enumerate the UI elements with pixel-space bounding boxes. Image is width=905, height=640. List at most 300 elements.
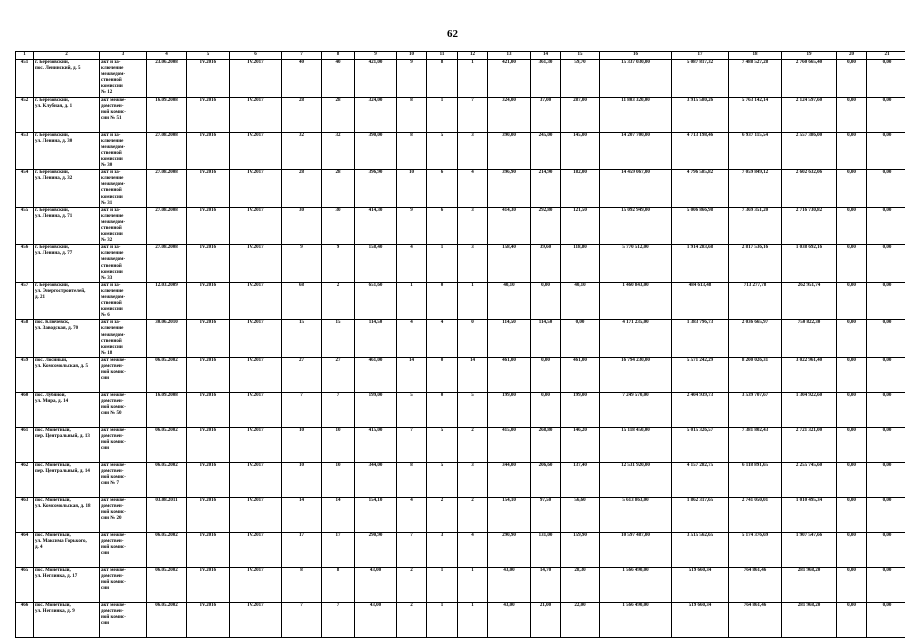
quarter-end-cell: IV.2017 xyxy=(230,320,282,358)
rooms-owned-cell: 5 xyxy=(427,462,458,497)
date-cell: 06.05.2002 xyxy=(147,462,187,497)
area-owned-cell: 37,00 xyxy=(531,97,561,132)
area-total-cell: 414,30 xyxy=(355,207,397,245)
row-number: 464 xyxy=(16,532,34,567)
area-relocated-cell: 114,50 xyxy=(488,320,531,358)
date-cell: 03.08.2011 xyxy=(147,497,187,532)
region-budget-cell: 8 200 026,31 xyxy=(729,357,782,392)
rooms-owned-cell: 1 xyxy=(427,245,458,283)
fund-cell: 4 157 282,75 xyxy=(672,462,729,497)
rooms-cell: 2 xyxy=(397,602,427,637)
area-relocated-cell: 415,00 xyxy=(488,427,531,462)
area-owned-cell: 361,30 xyxy=(531,60,561,98)
relocated-cell: 14 xyxy=(322,497,355,532)
rooms-municipal-cell: 0 xyxy=(458,320,488,358)
address-cell: г. Березовский, ул. Ленина, д. 32 xyxy=(34,170,100,208)
column-number: 7 xyxy=(282,52,322,60)
local-budget-cell: 1 304 922,60 xyxy=(782,392,837,427)
date-cell: 27.08.2008 xyxy=(147,207,187,245)
region-budget-cell: 2 817 536,16 xyxy=(729,245,782,283)
cost-total-cell: 5 770 512,00 xyxy=(600,245,672,283)
rooms-cell: 4 xyxy=(397,497,427,532)
document-cell: акт и за- ключение межведом- ственной комиссии № 30 xyxy=(100,132,147,170)
local-budget-cell: 281 968,20 xyxy=(782,567,837,602)
rooms-municipal-cell: 3 xyxy=(458,132,488,170)
residents-cell: 28 xyxy=(282,170,322,208)
rooms-owned-cell: 1 xyxy=(427,97,458,132)
table-row xyxy=(16,602,905,637)
rooms-cell: 1 xyxy=(397,282,427,320)
date-cell: 27.08.2008 xyxy=(147,170,187,208)
table-row xyxy=(16,497,905,532)
area-owned-cell: 245,00 xyxy=(531,132,561,170)
fund-cell: 3 915 580,26 xyxy=(672,97,729,132)
column-number: 1 xyxy=(16,52,34,60)
rooms-municipal-cell: 1 xyxy=(458,567,488,602)
rooms-municipal-cell: 14 xyxy=(458,357,488,392)
rooms-owned-cell: 0 xyxy=(427,282,458,320)
area-total-cell: 461,00 xyxy=(355,357,397,392)
extra-cell: 0,00 xyxy=(867,245,905,283)
row-number: 460 xyxy=(16,392,34,427)
date-cell: 06.05.2002 xyxy=(147,532,187,567)
relocated-cell: 17 xyxy=(322,532,355,567)
quarter-start-cell: IV.2016 xyxy=(187,602,230,637)
residents-cell: 30 xyxy=(282,207,322,245)
column-number: 14 xyxy=(531,52,561,60)
area-relocated-cell: 396,90 xyxy=(488,170,531,208)
rooms-owned-cell: 1 xyxy=(427,602,458,637)
quarter-end-cell: IV.2017 xyxy=(230,392,282,427)
cost-total-cell: 1 460 843,00 xyxy=(600,282,672,320)
rooms-cell: 4 xyxy=(397,320,427,358)
area-owned-cell: 21,00 xyxy=(531,602,561,637)
area-total-cell: 290,90 xyxy=(355,532,397,567)
other-cell: 0,00 xyxy=(837,427,867,462)
cost-total-cell: 1 566 490,00 xyxy=(600,602,672,637)
residents-cell: 14 xyxy=(282,497,322,532)
address-cell: пос. Лубяной, ул. Мира, д. 14 xyxy=(34,392,100,427)
date-cell: 30.06.2010 xyxy=(147,320,187,358)
rooms-municipal-cell: 1 xyxy=(458,60,488,98)
other-cell: 0,00 xyxy=(837,170,867,208)
date-cell: 16.09.2008 xyxy=(147,392,187,427)
document-cell: акт межве- домствен- ной комис- сии xyxy=(100,532,147,567)
column-number: 17 xyxy=(672,52,729,60)
extra-cell: 0,00 xyxy=(867,60,905,98)
extra-cell: 0,00 xyxy=(867,282,905,320)
quarter-end-cell: IV.2017 xyxy=(230,207,282,245)
relocated-cell: 9 xyxy=(322,245,355,283)
rooms-municipal-cell: 4 xyxy=(458,532,488,567)
relocated-cell: 7 xyxy=(322,602,355,637)
quarter-start-cell: IV.2016 xyxy=(187,207,230,245)
rooms-cell: 8 xyxy=(397,132,427,170)
document-cell: акт межве- домствен- ной комис- сии № 50 xyxy=(100,392,147,427)
rooms-cell: 7 xyxy=(397,427,427,462)
extra-cell: 0,00 xyxy=(867,170,905,208)
extra-cell: 0,00 xyxy=(867,132,905,170)
area-relocated-cell: 43,00 xyxy=(488,567,531,602)
area-relocated-cell: 158,40 xyxy=(488,245,531,283)
document-cell: акт межве- домствен- ной комис- сии № 51 xyxy=(100,97,147,132)
row-number: 451 xyxy=(16,60,34,98)
cost-total-cell: 15 092 949,00 xyxy=(600,207,672,245)
document-cell: акт и за- ключение межведом- ственной комиссии № 6 xyxy=(100,282,147,320)
region-budget-cell: 3 539 707,67 xyxy=(729,392,782,427)
local-budget-cell: 281 968,20 xyxy=(782,602,837,637)
extra-cell: 0,00 xyxy=(867,320,905,358)
address-cell: пос. Монетный, пер. Центральный, д. 13 xyxy=(34,427,100,462)
residents-cell: 7 xyxy=(282,392,322,427)
table-row xyxy=(16,132,905,170)
rooms-owned-cell: 5 xyxy=(427,427,458,462)
cost-total-cell: 15 118 450,00 xyxy=(600,427,672,462)
other-cell: 0,00 xyxy=(837,462,867,497)
cost-total-cell: 1 566 490,00 xyxy=(600,567,672,602)
other-cell: 0,00 xyxy=(837,567,867,602)
rooms-cell: 4 xyxy=(397,245,427,283)
local-budget-cell: 262 951,74 xyxy=(782,282,837,320)
other-cell: 0,00 xyxy=(837,497,867,532)
rooms-owned-cell: 1 xyxy=(427,567,458,602)
fund-cell: 5 006 866,98 xyxy=(672,207,729,245)
rooms-municipal-cell: 4 xyxy=(458,170,488,208)
region-budget-cell: 713 277,78 xyxy=(729,282,782,320)
column-number: 11 xyxy=(427,52,458,60)
fund-cell: 5 571 242,29 xyxy=(672,357,729,392)
fund-cell: 1 914 283,68 xyxy=(672,245,729,283)
extra-cell: 0,00 xyxy=(867,567,905,602)
rooms-municipal-cell: 2 xyxy=(458,427,488,462)
document-cell: акт межве- домствен- ной комис- сии xyxy=(100,427,147,462)
quarter-start-cell: IV.2016 xyxy=(187,567,230,602)
region-budget-cell: 7 059 849,12 xyxy=(729,170,782,208)
relocated-cell: 15 xyxy=(322,320,355,358)
area-municipal-cell: 182,00 xyxy=(561,170,600,208)
rooms-owned-cell: 6 xyxy=(427,207,458,245)
document-cell: акт и за- ключение межведом- ственной комиссии № 31 xyxy=(100,170,147,208)
date-cell: 06.05.2002 xyxy=(147,602,187,637)
column-number: 15 xyxy=(561,52,600,60)
address-cell: пос. Лосиный, ул. Комсомольская, д. 5 xyxy=(34,357,100,392)
document-cell: акт и за- ключение межведом- ственной комиссии № 33 xyxy=(100,245,147,283)
residents-cell: 32 xyxy=(282,132,322,170)
area-owned-cell: 114,50 xyxy=(531,320,561,358)
area-owned-cell: 97,50 xyxy=(531,497,561,532)
address-cell: г. Березовский, ул. Ленина, д. 71 xyxy=(34,207,100,245)
relocated-cell: 8 xyxy=(322,567,355,602)
table-row xyxy=(16,462,905,497)
relocated-cell: 28 xyxy=(322,170,355,208)
quarter-end-cell: IV.2017 xyxy=(230,357,282,392)
region-budget-cell: 2 036 665,97 xyxy=(729,320,782,358)
cost-total-cell: 10 597 487,00 xyxy=(600,532,672,567)
table-row xyxy=(16,320,905,358)
fund-cell: 4 796 585,82 xyxy=(672,170,729,208)
residents-cell: 17 xyxy=(282,532,322,567)
area-relocated-cell: 461,00 xyxy=(488,357,531,392)
area-total-cell: 199,00 xyxy=(355,392,397,427)
local-budget-cell: 2 716 730,82 xyxy=(782,207,837,245)
residents-cell: 10 xyxy=(282,427,322,462)
area-relocated-cell: 290,90 xyxy=(488,532,531,567)
area-owned-cell: 0,00 xyxy=(531,357,561,392)
residents-cell: 40 xyxy=(282,60,322,98)
area-total-cell: 396,90 xyxy=(355,170,397,208)
area-total-cell: 324,00 xyxy=(355,97,397,132)
quarter-end-cell: IV.2017 xyxy=(230,602,282,637)
other-cell: 0,00 xyxy=(837,602,867,637)
rooms-owned-cell: 0 xyxy=(427,357,458,392)
rooms-municipal-cell: 1 xyxy=(458,282,488,320)
area-municipal-cell: 159,90 xyxy=(561,532,600,567)
quarter-end-cell: IV.2017 xyxy=(230,532,282,567)
cost-total-cell: 7 249 570,00 xyxy=(600,392,672,427)
extra-cell: 0,00 xyxy=(867,602,905,637)
area-owned-cell: 14,70 xyxy=(531,567,561,602)
row-number: 458 xyxy=(16,320,34,358)
date-cell: 06.05.2002 xyxy=(147,567,187,602)
rooms-municipal-cell: 3 xyxy=(458,462,488,497)
area-total-cell: 651,60 xyxy=(355,282,397,320)
residents-cell: 8 xyxy=(282,567,322,602)
table-row xyxy=(16,60,905,98)
document-cell: акт межве- домствен- ной комис- сии xyxy=(100,602,147,637)
table-row xyxy=(16,427,905,462)
table-row xyxy=(16,207,905,245)
row-number: 452 xyxy=(16,97,34,132)
rooms-cell: 5 xyxy=(397,392,427,427)
column-number-row xyxy=(16,52,905,60)
relocated-cell: 27 xyxy=(322,357,355,392)
fund-cell: 3 515 562,65 xyxy=(672,532,729,567)
fund-cell: 484 613,48 xyxy=(672,282,729,320)
region-budget-cell: 7 369 351,20 xyxy=(729,207,782,245)
area-relocated-cell: 344,00 xyxy=(488,462,531,497)
residents-cell: 27 xyxy=(282,357,322,392)
local-budget-cell: 2 602 632,06 xyxy=(782,170,837,208)
quarter-end-cell: IV.2017 xyxy=(230,462,282,497)
residents-cell: 9 xyxy=(282,245,322,283)
other-cell: 0,00 xyxy=(837,282,867,320)
row-number: 454 xyxy=(16,170,34,208)
area-relocated-cell: 43,00 xyxy=(488,602,531,637)
other-cell: 0,00 xyxy=(837,357,867,392)
quarter-end-cell: IV.2017 xyxy=(230,60,282,98)
date-cell: 23.06.2008 xyxy=(147,60,187,98)
local-budget-cell: 1 010 495,34 xyxy=(782,497,837,532)
column-number: 21 xyxy=(867,52,905,60)
row-number: 463 xyxy=(16,497,34,532)
other-cell: 0,00 xyxy=(837,392,867,427)
area-total-cell: 43,00 xyxy=(355,567,397,602)
local-budget-cell: 2 255 745,60 xyxy=(782,462,837,497)
rooms-owned-cell: 4 xyxy=(427,320,458,358)
region-budget-cell: 764 861,46 xyxy=(729,602,782,637)
area-total-cell: 114,50 xyxy=(355,320,397,358)
rooms-owned-cell: 6 xyxy=(427,170,458,208)
column-number: 8 xyxy=(322,52,355,60)
column-number: 10 xyxy=(397,52,427,60)
rooms-municipal-cell: 3 xyxy=(458,207,488,245)
table-row xyxy=(16,357,905,392)
rooms-cell: 9 xyxy=(397,207,427,245)
area-owned-cell: 131,00 xyxy=(531,532,561,567)
table-row xyxy=(16,245,905,283)
rooms-cell: 2 xyxy=(397,567,427,602)
area-relocated-cell: 414,30 xyxy=(488,207,531,245)
area-municipal-cell: 59,70 xyxy=(561,60,600,98)
relocated-cell: 30 xyxy=(322,207,355,245)
rooms-cell: 7 xyxy=(397,532,427,567)
quarter-end-cell: IV.2017 xyxy=(230,245,282,283)
cost-total-cell: 16 794 230,00 xyxy=(600,357,672,392)
area-total-cell: 421,00 xyxy=(355,60,397,98)
address-cell: г. Березовский, ул. Ленина, д. 30 xyxy=(34,132,100,170)
fund-cell: 1 862 317,65 xyxy=(672,497,729,532)
area-municipal-cell: 56,60 xyxy=(561,497,600,532)
extra-cell: 0,00 xyxy=(867,207,905,245)
extra-cell: 0,00 xyxy=(867,357,905,392)
area-relocated-cell: 324,00 xyxy=(488,97,531,132)
region-budget-cell: 6 118 891,65 xyxy=(729,462,782,497)
area-municipal-cell: 461,00 xyxy=(561,357,600,392)
rooms-cell: 8 xyxy=(397,97,427,132)
column-number: 19 xyxy=(782,52,837,60)
area-municipal-cell: 146,20 xyxy=(561,427,600,462)
local-budget-cell: 2 124 597,60 xyxy=(782,97,837,132)
cost-total-cell: 12 531 920,00 xyxy=(600,462,672,497)
column-number: 16 xyxy=(600,52,672,60)
cost-total-cell: 5 613 863,00 xyxy=(600,497,672,532)
address-cell: пос. Монетный, ул. Комсомольская, д. 18 xyxy=(34,497,100,532)
date-cell: 27.08.2008 xyxy=(147,132,187,170)
address-cell: пос. Монетный, ул. Максима Горького, д. 4 xyxy=(34,532,100,567)
date-cell: 27.08.2008 xyxy=(147,245,187,283)
rooms-municipal-cell: 5 xyxy=(458,392,488,427)
quarter-start-cell: IV.2016 xyxy=(187,357,230,392)
extra-cell: 0,00 xyxy=(867,497,905,532)
rooms-owned-cell: 0 xyxy=(427,392,458,427)
column-number: 5 xyxy=(187,52,230,60)
rooms-municipal-cell: 7 xyxy=(458,97,488,132)
address-cell: пос. Монетный, пер. Центральный, д. 14 xyxy=(34,462,100,497)
area-relocated-cell: 40,10 xyxy=(488,282,531,320)
table-row xyxy=(16,97,905,132)
table-row xyxy=(16,392,905,427)
page-number: 62 xyxy=(447,28,458,40)
cost-total-cell: 11 803 320,00 xyxy=(600,97,672,132)
quarter-start-cell: IV.2016 xyxy=(187,282,230,320)
local-budget-cell: 750 822,30 xyxy=(782,320,837,358)
column-number: 18 xyxy=(729,52,782,60)
address-cell: г. Березовский, ул. Клубная, д. 1 xyxy=(34,97,100,132)
quarter-end-cell: IV.2017 xyxy=(230,497,282,532)
row-number: 459 xyxy=(16,357,34,392)
region-budget-cell: 5 763 142,14 xyxy=(729,97,782,132)
document-cell: акт межве- домствен- ной комис- сии xyxy=(100,567,147,602)
residents-cell: 15 xyxy=(282,320,322,358)
extra-cell: 0,00 xyxy=(867,97,905,132)
address-cell: г. Березовский, ул. Ленина, д. 77 xyxy=(34,245,100,283)
column-number: 2 xyxy=(34,52,100,60)
rooms-cell: 9 xyxy=(397,60,427,98)
fund-cell: 1 383 796,73 xyxy=(672,320,729,358)
date-cell: 12.03.2009 xyxy=(147,282,187,320)
table-row xyxy=(16,567,905,602)
rooms-cell: 10 xyxy=(397,170,427,208)
relocated-cell: 7 xyxy=(322,392,355,427)
region-budget-cell: 6 937 115,54 xyxy=(729,132,782,170)
column-number: 20 xyxy=(837,52,867,60)
address-cell: г. Березовский, пос. Ленинский, д. 5 xyxy=(34,60,100,98)
area-municipal-cell: 22,00 xyxy=(561,602,600,637)
row-number: 462 xyxy=(16,462,34,497)
area-relocated-cell: 199,00 xyxy=(488,392,531,427)
area-owned-cell: 268,80 xyxy=(531,427,561,462)
area-owned-cell: 292,80 xyxy=(531,207,561,245)
local-budget-cell: 2 760 665,40 xyxy=(782,60,837,98)
rooms-municipal-cell: 1 xyxy=(458,602,488,637)
region-budget-cell: 764 861,46 xyxy=(729,567,782,602)
address-cell: пос. Монетный, ул. Неглинка, д. 17 xyxy=(34,567,100,602)
document-cell: акт и за- ключение межведом- ственной комиссии № 18 xyxy=(100,320,147,358)
relocated-cell: 10 xyxy=(322,462,355,497)
quarter-end-cell: IV.2017 xyxy=(230,170,282,208)
rooms-cell: 14 xyxy=(397,357,427,392)
rooms-municipal-cell: 3 xyxy=(458,245,488,283)
column-number: 3 xyxy=(100,52,147,60)
relocated-cell: 2 xyxy=(322,282,355,320)
cost-total-cell: 14 207 700,00 xyxy=(600,132,672,170)
area-municipal-cell: 28,30 xyxy=(561,567,600,602)
address-cell: пос. Монетный, ул. Неглинка, д. 9 xyxy=(34,602,100,637)
area-owned-cell: 0,00 xyxy=(531,392,561,427)
region-budget-cell: 2 741 050,01 xyxy=(729,497,782,532)
document-cell: акт межве- домствен- ной комис- сии xyxy=(100,357,147,392)
local-budget-cell: 2 557 386,00 xyxy=(782,132,837,170)
quarter-start-cell: IV.2016 xyxy=(187,132,230,170)
area-owned-cell: 0,00 xyxy=(531,282,561,320)
document-cell: акт и за- ключение межведом- ственной комиссии № 12 xyxy=(100,60,147,98)
column-number: 12 xyxy=(458,52,488,60)
residents-cell: 10 xyxy=(282,462,322,497)
rooms-owned-cell: 5 xyxy=(427,132,458,170)
fund-cell: 519 660,34 xyxy=(672,602,729,637)
relocated-cell: 40 xyxy=(322,60,355,98)
column-number: 9 xyxy=(355,52,397,60)
area-municipal-cell: 145,00 xyxy=(561,132,600,170)
local-budget-cell: 3 022 961,40 xyxy=(782,357,837,392)
row-number: 456 xyxy=(16,245,34,283)
quarter-start-cell: IV.2016 xyxy=(187,170,230,208)
date-cell: 06.05.2002 xyxy=(147,427,187,462)
table-row xyxy=(16,170,905,208)
other-cell: 0,00 xyxy=(837,97,867,132)
table-row xyxy=(16,532,905,567)
row-number: 455 xyxy=(16,207,34,245)
area-municipal-cell: 199,00 xyxy=(561,392,600,427)
cost-total-cell: 15 337 030,00 xyxy=(600,60,672,98)
region-budget-cell: 7 488 527,28 xyxy=(729,60,782,98)
area-total-cell: 154,10 xyxy=(355,497,397,532)
rooms-cell: 8 xyxy=(397,462,427,497)
area-municipal-cell: 287,00 xyxy=(561,97,600,132)
housing-table xyxy=(15,51,905,638)
fund-cell: 4 713 198,46 xyxy=(672,132,729,170)
quarter-end-cell: IV.2017 xyxy=(230,97,282,132)
